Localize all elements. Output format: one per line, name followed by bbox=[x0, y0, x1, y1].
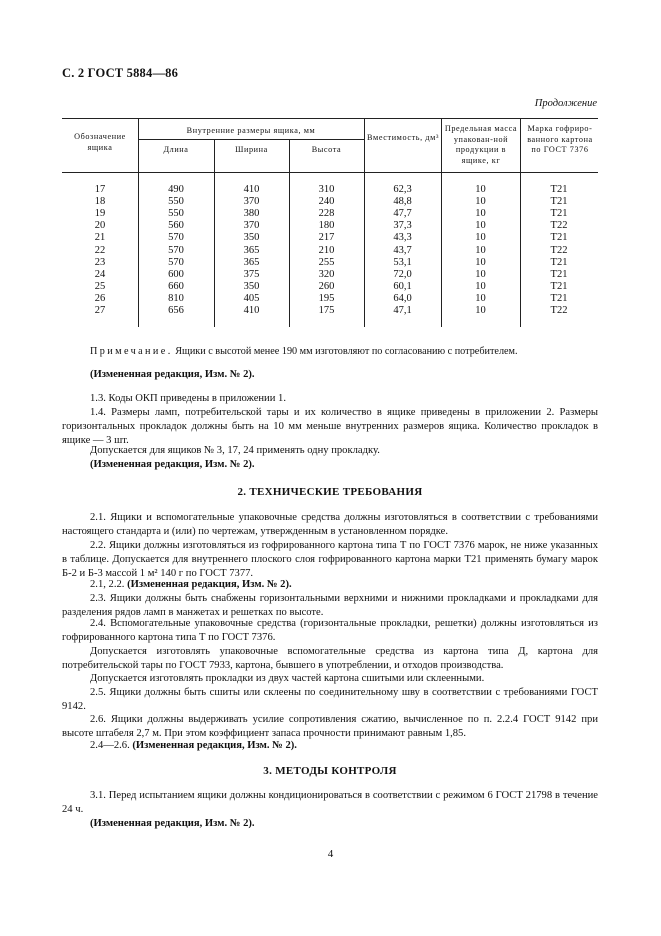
col-header-max-mass: Предельная масса упакован-ной продукции в ящике, кг bbox=[444, 124, 518, 165]
clause-2-3 bbox=[62, 592, 598, 620]
table-cell-max-mass: 10 bbox=[475, 184, 486, 195]
table-cell-grade: Т22 bbox=[550, 305, 568, 316]
clause-1-4-text: 1.4. Размеры ламп, потребительской тары и их количество в ящике приведены в приложении 2. Размеры горизонтальных прокладок должны быть на 10 мм меньше внутренних размеров ящика. Количество прокладок в ящике — 3 шт. bbox=[62, 407, 598, 446]
note-text: Ящики с высотой менее 190 мм изготовляют по согласованию с потребителем. bbox=[172, 346, 518, 357]
table-cell-length: 560 bbox=[168, 220, 184, 232]
table-cell-height: 175 bbox=[318, 305, 335, 316]
table-cell-max-mass: 10 bbox=[475, 196, 486, 208]
table-cell-length: 570 bbox=[168, 244, 184, 256]
clause-2-2-text: 2.2. Ящики должны изготовляться из гофрированного картона типа Т по ГОСТ 7376 марок, не ниже указанных в таблице. Допускается для внутреннего плоского слоя гофрированного картона марки Т21 применять бумагу марок Б-2 и Б-3 массой 1 м² 140 г по ГОСТ 7377. bbox=[62, 540, 598, 579]
table-cell-height: 228 bbox=[318, 208, 335, 220]
table-top-rule bbox=[62, 118, 598, 119]
table-cell-capacity: 43,7 bbox=[393, 244, 412, 256]
col-group-inner-dimensions: Внутренние размеры ящика, мм bbox=[186, 126, 316, 135]
table-cell-capacity: 37,3 bbox=[393, 220, 412, 232]
table-cell-height: 310 bbox=[318, 184, 335, 195]
table-cell-length: 600 bbox=[168, 268, 184, 280]
table-cell-capacity: 47,7 bbox=[393, 208, 412, 220]
clause-1-3-text: 1.3. Коды ОКП приведены в приложении 1. bbox=[90, 393, 286, 404]
table-cell-grade: Т22 bbox=[550, 220, 568, 232]
table-cell-width: 350 bbox=[243, 232, 260, 244]
table-cell-capacity: 48,8 bbox=[393, 196, 412, 208]
table-cell-designation: 26 bbox=[94, 292, 106, 304]
clause-2-4-allowance-text: Допускается изготовлять упаковочные вспомогательные средства из картона типа Д, картона для потребительской тары по ГОСТ 7933, картона, бывшего в употреблении, и отходов производства. bbox=[62, 646, 598, 671]
clause-2-4 bbox=[62, 617, 598, 645]
table-cell-width: 370 bbox=[243, 196, 260, 208]
table-cell-length: 550 bbox=[168, 196, 184, 208]
table-cell-designation: 18 bbox=[94, 196, 106, 208]
table-cell-designation: 22 bbox=[94, 244, 106, 256]
amendment-note: (Измененная редакция, Изм. № 2). bbox=[132, 740, 297, 751]
section-3-title: 3. МЕТОДЫ КОНТРОЛЯ bbox=[263, 765, 397, 777]
clause-2-4-text: 2.4. Вспомогательные упаковочные средства (горизонтальные прокладки, решетки) должны изготовляться из гофрированного картона типа Т по ГОСТ 7376. bbox=[62, 618, 598, 643]
clause-1-3 bbox=[62, 392, 598, 406]
section-2-title: 2. ТЕХНИЧЕСКИЕ ТРЕБОВАНИЯ bbox=[237, 486, 423, 498]
table-cell-capacity: 60,1 bbox=[393, 280, 412, 292]
table-cell-designation: 21 bbox=[94, 232, 106, 244]
table-cell-width: 410 bbox=[243, 305, 260, 316]
clause-1-4-allowance-text: Допускается для ящиков № 3, 17, 24 применять одну прокладку. bbox=[90, 445, 380, 456]
table-cell-length: 656 bbox=[168, 305, 184, 316]
clause-2-4-allowance-2 bbox=[62, 672, 598, 686]
col-header-designation: Обозначение ящика bbox=[74, 132, 126, 152]
table-cell-height: 255 bbox=[318, 256, 335, 268]
table-cell-capacity: 47,1 bbox=[393, 305, 412, 316]
table-cell-capacity: 62,3 bbox=[393, 184, 412, 195]
table-cell-height: 320 bbox=[318, 268, 335, 280]
note-label: Примечание. bbox=[90, 346, 173, 357]
table-cell-width: 375 bbox=[243, 268, 260, 280]
table-note bbox=[62, 345, 598, 359]
table-cell-max-mass: 10 bbox=[475, 305, 486, 316]
table-group-rule bbox=[138, 139, 364, 140]
clause-2-1-2-2-amendment bbox=[62, 578, 598, 592]
table-cell-max-mass: 10 bbox=[475, 256, 486, 268]
page-number: 4 bbox=[327, 848, 334, 860]
table-cell-width: 410 bbox=[243, 184, 260, 195]
clause-2-1-text: 2.1. Ящики и вспомогательные упаковочные средства должны изготовляться в соответствии с требованиями настоящего стандарта и (или) по чертежам, утвержденным в установленном порядке. bbox=[62, 512, 598, 537]
amendment-note: (Измененная редакция, Изм. № 2). bbox=[90, 369, 255, 380]
table-cell-width: 405 bbox=[243, 292, 260, 304]
table-cell-grade: Т21 bbox=[550, 268, 568, 280]
table-cell-length: 490 bbox=[168, 184, 184, 195]
table-cell-capacity: 72,0 bbox=[393, 268, 412, 280]
table-cell-grade: Т21 bbox=[550, 256, 568, 268]
clause-2-6-text: 2.6. Ящики должны выдерживать усилие сопротивления сжатию, вычисленное по п. 2.2.4 ГОСТ 9142 при высоте штабеля 2,7 м. При этом коэффициент запаса прочности принимают равным 1,85. bbox=[62, 714, 598, 739]
col-header-cardboard-grade: Марка гофриро-ванного картона по ГОСТ 7376 bbox=[527, 124, 593, 154]
continuation-label: Продолжение bbox=[534, 98, 597, 109]
table-cell-capacity: 64,0 bbox=[393, 292, 412, 304]
clause-2-3-text: 2.3. Ящики должны быть снабжены горизонтальными верхними и нижними прокладками и прокладками для разделения рядов ламп в манжетах и решетках по высоте. bbox=[62, 593, 598, 618]
clause-3-1-text: 3.1. Перед испытанием ящики должны кондиционироваться в соответствии с режимом 6 ГОСТ 21798 в течение 24 ч. bbox=[62, 790, 598, 815]
table-header-rule bbox=[62, 172, 598, 173]
table-cell-length: 550 bbox=[168, 208, 184, 220]
clause-2-4-2-6-amendment bbox=[62, 739, 598, 753]
amendment-note: (Измененная редакция, Изм. № 2). bbox=[90, 459, 255, 470]
table-cell-height: 195 bbox=[318, 292, 335, 304]
table-cell-height: 240 bbox=[318, 196, 335, 208]
table-cell-grade: Т21 bbox=[550, 184, 568, 195]
table-cell-width: 370 bbox=[243, 220, 260, 232]
table-cell-width: 380 bbox=[243, 208, 260, 220]
table-cell-designation: 25 bbox=[94, 280, 106, 292]
col-header-capacity: Вместимость, дм³ bbox=[367, 133, 439, 142]
table-cell-max-mass: 10 bbox=[475, 280, 486, 292]
table-cell-max-mass: 10 bbox=[475, 292, 486, 304]
clause-2-4-allowance bbox=[62, 645, 598, 673]
table-cell-length: 570 bbox=[168, 256, 184, 268]
col-header-width: Ширина bbox=[235, 145, 268, 154]
clause-1-4-allowance bbox=[62, 444, 598, 458]
table-cell-width: 365 bbox=[243, 256, 260, 268]
page-header-title: С. 2 ГОСТ 5884—86 bbox=[62, 66, 179, 80]
col-header-length: Длина bbox=[163, 145, 189, 154]
table-cell-designation: 17 bbox=[94, 184, 106, 195]
table-cell-height: 180 bbox=[318, 220, 335, 232]
table-cell-height: 210 bbox=[318, 244, 335, 256]
clause-2-5 bbox=[62, 686, 598, 714]
clause-2-5-text: 2.5. Ящики должны быть сшиты или склеены по соединительному шву в соответствии с требованиями ГОСТ 9142. bbox=[62, 687, 598, 712]
table-cell-max-mass: 10 bbox=[475, 208, 486, 220]
table-cell-designation: 20 bbox=[94, 220, 106, 232]
clause-2-4-allowance-2-text: Допускается изготовлять прокладки из двух частей картона сшитыми или склеенными. bbox=[90, 673, 485, 684]
table-cell-width: 350 bbox=[243, 280, 260, 292]
table-cell-grade: Т21 bbox=[550, 196, 568, 208]
amendment-note: (Измененная редакция, Изм. № 2). bbox=[90, 818, 255, 829]
table-cell-grade: Т21 bbox=[550, 292, 568, 304]
table-cell-width: 365 bbox=[243, 244, 260, 256]
table-cell-capacity: 43,3 bbox=[393, 232, 412, 244]
table-cell-height: 217 bbox=[318, 232, 335, 244]
table-cell-max-mass: 10 bbox=[475, 220, 486, 232]
table-cell-grade: Т21 bbox=[550, 232, 568, 244]
table-cell-height: 260 bbox=[318, 280, 335, 292]
table-cell-length: 660 bbox=[168, 280, 184, 292]
col-header-height: Высота bbox=[311, 145, 342, 154]
clause-2-1 bbox=[62, 511, 598, 539]
table-cell-designation: 27 bbox=[94, 305, 106, 316]
table-cell-max-mass: 10 bbox=[475, 232, 486, 244]
table-cell-max-mass: 10 bbox=[475, 244, 486, 256]
clause-3-1 bbox=[62, 789, 598, 817]
table-cell-max-mass: 10 bbox=[475, 268, 486, 280]
clause-2-2 bbox=[62, 539, 598, 581]
amendment-prefix: 2.1, 2.2. bbox=[90, 579, 128, 590]
table-cell-designation: 23 bbox=[94, 256, 106, 268]
table-cell-grade: Т21 bbox=[550, 208, 568, 220]
table-cell-length: 810 bbox=[168, 292, 184, 304]
amendment-note: (Измененная редакция, Изм. № 2). bbox=[127, 579, 292, 590]
clause-2-6 bbox=[62, 713, 598, 741]
table-cell-grade: Т21 bbox=[550, 280, 568, 292]
table-cell-capacity: 53,1 bbox=[393, 256, 412, 268]
table-cell-length: 570 bbox=[168, 232, 184, 244]
table-cell-designation: 19 bbox=[94, 208, 106, 220]
clause-1-4 bbox=[62, 406, 598, 448]
amendment-prefix: 2.4—2.6. bbox=[90, 740, 133, 751]
table-cell-designation: 24 bbox=[94, 268, 106, 280]
table-cell-grade: Т22 bbox=[550, 244, 568, 256]
